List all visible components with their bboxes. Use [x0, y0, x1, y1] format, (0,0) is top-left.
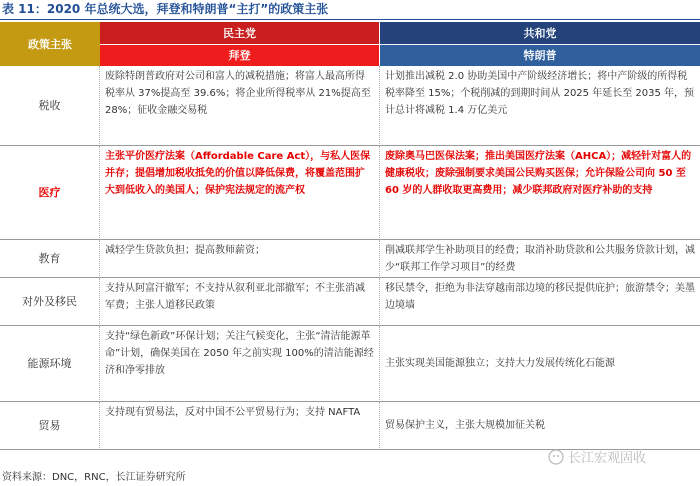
source-note: 资料来源：DNC，RNC，长江证券研究所: [2, 472, 186, 483]
foreign-rep-cell: 移民禁令，拒绝为非法穿越南部边境的移民提供庇护；旅游禁令；美墨边境墙: [380, 278, 700, 326]
rep-candidate-header: 特朗普: [380, 44, 700, 66]
healthcare-dem-cell: 主张平价医疗法案（Affordable Care Act），与私人医保并存；提倡增加税收抵免的价值以降低保费，将覆盖范围扩大到低收入的美国人；保护宪法规定的流产权: [100, 146, 380, 240]
healthcare-rep-cell: 废除奥马巴医保法案；推出美国医疗法案（AHCA）；减轻针对富人的健康税收；废除强制要求美国公民购买医保；允许保险公司向 50 至 60 岁的人群收取更高费用；减少联邦政府对医疗补助的支持: [380, 146, 700, 240]
tax-dem-cell: 废除特朗普政府对公司和富人的减税措施；将富人最高所得税率从 37%提高至 39.6%；将企业所得税率从 21%提高至 28%；征收金融交易税: [100, 66, 380, 146]
row-label-trade: 贸易: [0, 402, 100, 450]
rep-party-header: 共和党: [380, 22, 700, 44]
tax-rep-cell: 计划推出减税 2.0 协助美国中产阶级经济增长；将中产阶级的所得税税率降至 15%；个税削减的到期时间从 2025 年延长至 2035 年，预计总计将减税 1.4 万亿美元: [380, 66, 700, 146]
row-label-energy: 能源环境: [0, 326, 100, 402]
table-title: 表 11：2020 年总统大选，拜登和特朗普“主打”的政策主张: [0, 0, 700, 20]
row-label-education: 教育: [0, 240, 100, 278]
wechat-icon: [548, 449, 564, 465]
trade-rep-cell: 贸易保护主义，主张大规模加征关税: [380, 402, 700, 450]
energy-dem-cell: 支持“绿色新政”环保计划；关注气候变化，主张“清洁能源革命”计划，确保美国在 2050 年之前实现 100%的清洁能源经济和净零排放: [100, 326, 380, 402]
foreign-dem-cell: 支持从阿富汗撤军；不支持从叙利亚北部撤军；不主张消减军费；主张人道移民政策: [100, 278, 380, 326]
watermark: [548, 447, 646, 466]
row-label-healthcare: 医疗: [0, 146, 100, 240]
dem-party-header: 民主党: [100, 22, 380, 44]
watermark-text: 长江宏观固收: [568, 451, 647, 466]
dem-candidate-header: 拜登: [100, 44, 380, 66]
policy-table: [0, 22, 700, 464]
trade-dem-cell: 支持现有贸易法，反对中国不公平贸易行为；支持 NAFTA: [100, 402, 380, 450]
energy-rep-cell: 主张实现美国能源独立；支持大力发展传统化石能源: [380, 326, 700, 402]
row-label-tax: 税收: [0, 66, 100, 146]
row-label-foreign: 对外及移民: [0, 278, 100, 326]
education-rep-cell: 削减联邦学生补助项目的经费；取消补助贷款和公共服务贷款计划，减少“联邦工作学习项目”的经费: [380, 240, 700, 278]
policy-header: 政策主张: [0, 22, 100, 66]
education-dem-cell: 减轻学生贷款负担；提高教师薪资；: [100, 240, 380, 278]
